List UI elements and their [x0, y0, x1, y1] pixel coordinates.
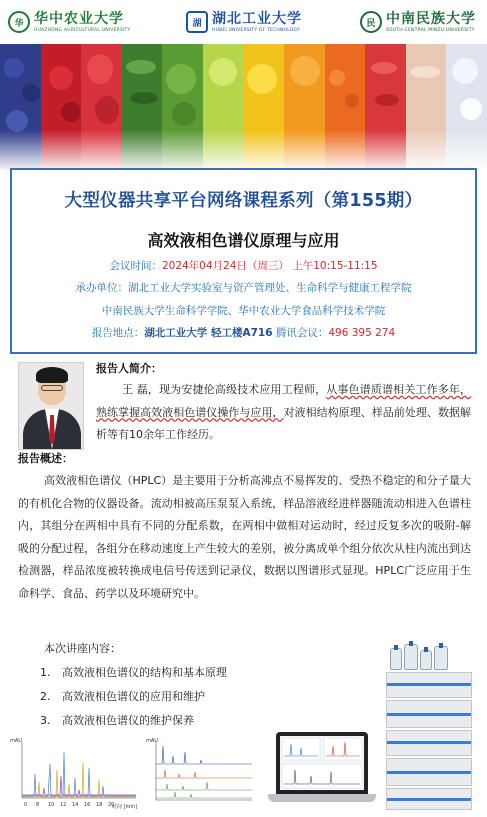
organizer-line [12, 280, 475, 295]
speaker-name-sentence: 王 磊，现为安捷伦高级技术应用工程师， [122, 383, 327, 396]
hbut-logo [186, 6, 302, 38]
fruits-vegetables-pills-banner [0, 44, 487, 170]
hzau-logo [8, 6, 130, 38]
lecture-subtitle: 高效液相色谱仪原理与应用 [147, 231, 340, 250]
title-box [10, 168, 477, 354]
chrom2-ylabel: mAU [146, 738, 158, 744]
summary-heading: 报告概述： [18, 452, 73, 465]
page-title: 大型仪器共享平台网络课程系列（第155期） [64, 191, 423, 211]
hzau-name-cn: 华中农业大学 [34, 10, 124, 27]
hzau-name-en: HUAZHONG AGRICULTURAL UNIVERSITY [34, 27, 131, 33]
meeting-time-line [12, 258, 475, 273]
topic-number: 1. [40, 666, 51, 679]
banner-fade [0, 130, 487, 170]
hbut-name-en: HUBEI UNIVERSITY OF TECHNOLOGY [212, 27, 300, 33]
logo-bar [0, 0, 487, 44]
chrom1-x-tick-label: 12 [60, 802, 67, 808]
speaker-experience-rest: 对液相结构原理、样品前处理、数据解析等有10余年工作经历。 [96, 405, 471, 442]
speaker-photo [18, 362, 84, 450]
topic-item [40, 712, 194, 728]
scmu-name-cn: 中南民族大学 [386, 10, 476, 27]
chrom1-x-tick-label: 0 [24, 802, 28, 808]
laptop-icon [268, 732, 376, 810]
chrom1-x-tick-label: 16 [84, 802, 91, 808]
speaker-experience-underlined: 从事色谱质谱相关工作多年，熟练掌握高效液相色谱仪操作与应用， [96, 383, 472, 419]
summary-text: 高效液相色谱仪（HPLC）是主要用于分析高沸点不易挥发的、受热不稳定的和分子量大的有机化合物的仪器设备。流动相被高压泵泵入系统，样品溶液经进样器随流动相进入色谱柱内，其组分在两相中具有不同的分配系数，在两相中做相对运动时，经过反复多次的吸附-解吸的分配过程，各组分在移动速度上产生较大的差别，被分离成单个组分依次从柱内流出到达检测器，样品浓度被转换成电信号传送到记录仪，数据以图谱形式显现。HPLC广泛应用于生命科学、食品、药学以及环境研究中。 [18, 474, 471, 600]
topics-heading: 本次讲座内容： [44, 642, 121, 655]
chrom1-x-tick-label: 14 [72, 802, 79, 808]
chrom1-x-tick-label: 10 [48, 802, 55, 808]
scmu-name-en: SOUTH-CENTRAL MINZU UNIVERSITY [386, 27, 475, 33]
scmu-logo [360, 6, 476, 38]
hplc-instrument-icon [376, 640, 476, 812]
chrom1-ylabel: mAU [10, 738, 22, 744]
chrom1-x-ticks [24, 802, 114, 808]
topic-item [40, 688, 205, 704]
topic-text: 高效液相色谱仪的维护保养 [62, 714, 194, 727]
chromatogram-figure-2 [144, 734, 256, 810]
tencent-meeting-label: 腾讯会议： [275, 327, 329, 339]
meeting-time-value: 2024年04月24日（周三） 上午10:15-11:15 [161, 260, 378, 272]
topic-number: 3. [40, 714, 51, 727]
hzau-emblem-icon: 华 [8, 11, 30, 33]
speaker-intro-text [96, 379, 471, 447]
topic-text: 高效液相色谱仪的结构和基本原理 [62, 666, 227, 679]
organizer-line-2: 中南民族大学生命科学学院、华中农业大学食品科学技术学院 [101, 305, 386, 317]
chrom1-x-tick-label: 8 [36, 802, 40, 808]
scmu-emblem-icon: 民 [360, 11, 382, 33]
location-line [12, 325, 475, 340]
hbut-emblem-icon: 湖 [186, 11, 208, 33]
chrom1-x-tick-label: 18 [96, 802, 103, 808]
organizer-label: 承办单位： [75, 282, 128, 294]
chrom1-xlabel: 时间 [min] [112, 804, 137, 810]
location-label: 报告地点： [91, 327, 145, 339]
topic-text: 高效液相色谱仪的应用和维护 [62, 690, 205, 703]
chrom1-x-tick-label: 20 [108, 802, 115, 808]
meeting-time-label: 会议时间： [109, 260, 162, 272]
topic-number: 2. [40, 690, 51, 703]
hbut-name-cn: 湖北工业大学 [212, 10, 302, 27]
tencent-meeting-id: 496 395 274 [328, 327, 396, 339]
speaker-intro-heading: 报告人简介： [96, 362, 162, 375]
location-value: 湖北工业大学 轻工楼A716 [144, 327, 273, 339]
chromatogram-figure-1 [8, 734, 140, 810]
organizer-line-1: 湖北工业大学实验室与资产管理处、生命科学与健康工程学院 [128, 282, 412, 294]
topic-item [40, 664, 227, 680]
